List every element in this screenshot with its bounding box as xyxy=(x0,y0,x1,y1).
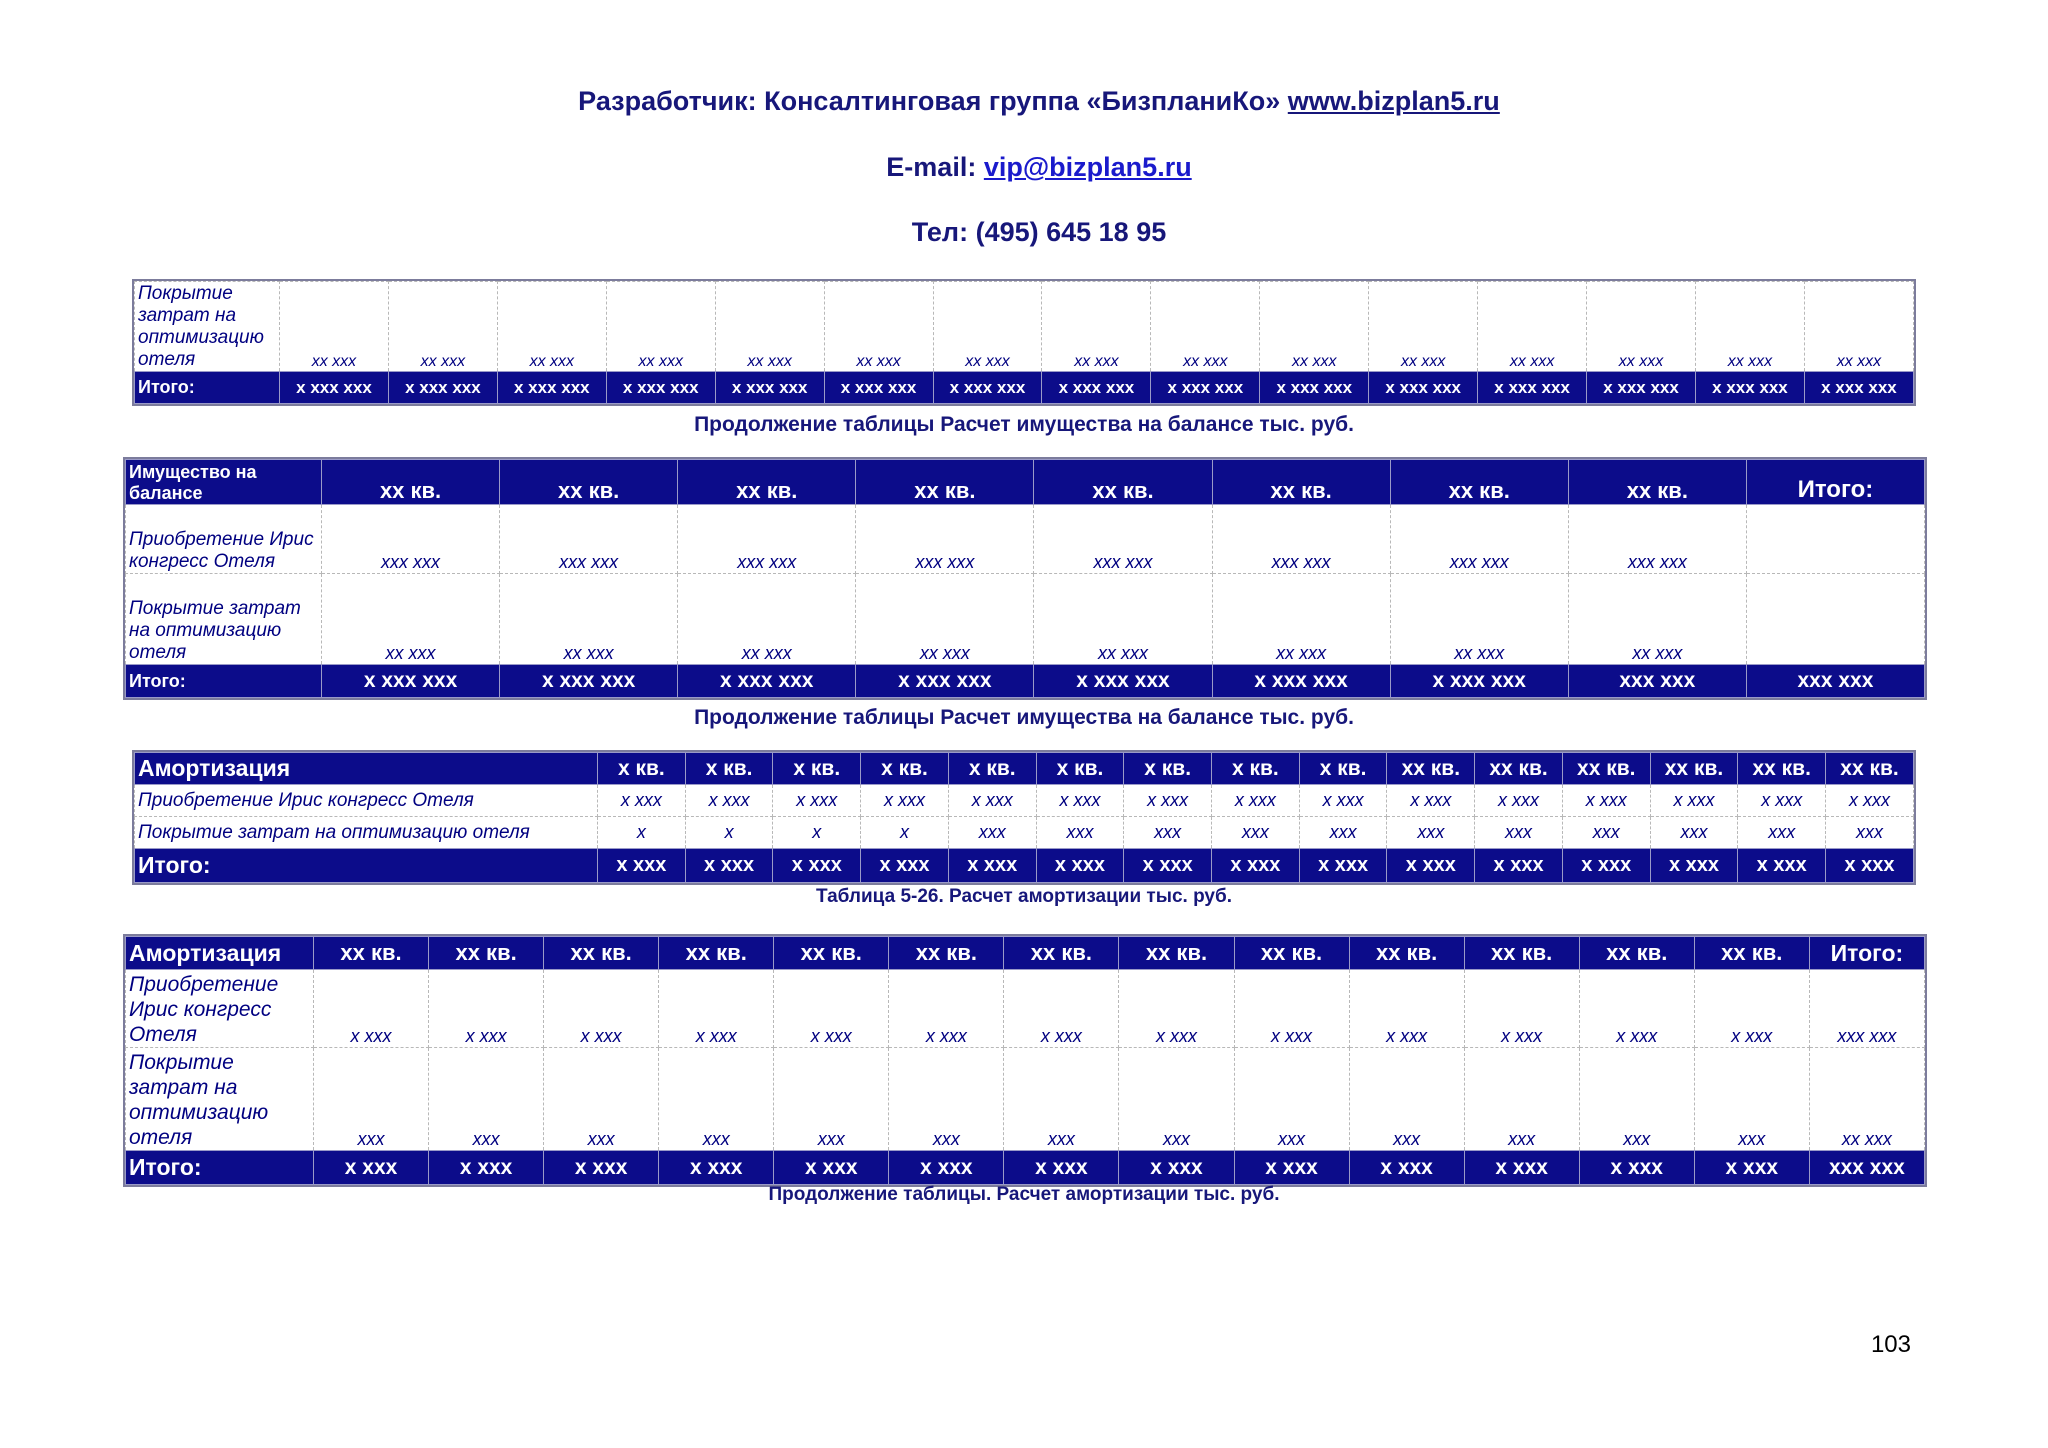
total-label: Итого: xyxy=(126,665,322,698)
value-cell: xxx xyxy=(1036,817,1124,849)
total-cell: x xxx xyxy=(1387,849,1475,883)
row-label: Покрытие затрат на оптимизацию отеля xyxy=(135,817,598,849)
table-row xyxy=(135,282,1914,372)
value-cell: xxx xxx xyxy=(856,505,1034,574)
column-header: xx кв. xyxy=(1694,937,1809,970)
total-cell: x xxx xxx xyxy=(1695,372,1804,404)
header-row xyxy=(126,460,1925,505)
total-cell: x xxx xyxy=(1464,1151,1579,1185)
row-label: Приобретение Ирис конгресс Отеля xyxy=(126,505,322,574)
column-header: xx кв. xyxy=(1387,753,1475,785)
value-cell: xxx xyxy=(1738,817,1826,849)
value-cell: xx xxx xyxy=(1260,282,1369,372)
row-label: Приобретение Ирис конгресс Отеля xyxy=(126,970,314,1048)
value-cell: x xxx xyxy=(1475,785,1563,817)
value-cell: x xxx xyxy=(1738,785,1826,817)
value-cell: xxx xxx xyxy=(1568,505,1746,574)
column-header: Итого: xyxy=(1809,937,1924,970)
value-cell: xxx xyxy=(1004,1048,1119,1151)
total-cell: x xxx xyxy=(1119,1151,1234,1185)
total-cell: x xxx xyxy=(1036,849,1124,883)
value-cell: xx xxx xyxy=(856,574,1034,665)
row-label: Покрытие затрат на оптимизацию отеля xyxy=(135,282,280,372)
table-row xyxy=(126,505,1925,574)
value-cell: x xxx xyxy=(1349,970,1464,1048)
value-cell: x xxx xyxy=(1562,785,1650,817)
website-link[interactable]: www.bizplan5.ru xyxy=(1287,86,1500,116)
value-cell: xx xxx xyxy=(1369,282,1478,372)
value-cell: x xxx xyxy=(1299,785,1387,817)
value-cell: xxx xyxy=(659,1048,774,1151)
total-cell: x xxx xyxy=(598,849,686,883)
value-cell: x xxx xyxy=(314,970,429,1048)
total-cell: x xxx xxx xyxy=(824,372,933,404)
row-label: Покрытие затрат на оптимизацию отеля xyxy=(126,574,322,665)
table-row xyxy=(126,574,1925,665)
value-cell: xx xxx xyxy=(500,574,678,665)
column-header: xx кв. xyxy=(889,937,1004,970)
value-cell: xxx xxx xyxy=(1809,970,1924,1048)
value-cell: x xxx xyxy=(948,785,1036,817)
value-cell: xxx xyxy=(314,1048,429,1151)
value-cell: xxx xyxy=(948,817,1036,849)
total-cell: x xxx xxx xyxy=(1478,372,1587,404)
header-label: Амортизация xyxy=(126,937,314,970)
total-cell: x xxx xxx xyxy=(715,372,824,404)
value-cell: xxx xyxy=(544,1048,659,1151)
value-cell: x xxx xyxy=(598,785,686,817)
column-header: xx кв. xyxy=(1464,937,1579,970)
value-cell xyxy=(1746,574,1924,665)
total-cell: x xxx xyxy=(1234,1151,1349,1185)
total-cell: x xxx xyxy=(861,849,949,883)
column-header: x кв. xyxy=(773,753,861,785)
total-cell: x xxx xxx xyxy=(933,372,1042,404)
row-label: Покрытие затрат на оптимизацию отеля xyxy=(126,1048,314,1151)
value-cell: xxx xyxy=(1124,817,1212,849)
table-row xyxy=(126,1048,1925,1151)
value-cell: xx xxx xyxy=(1809,1048,1924,1151)
value-cell: xx xxx xyxy=(1034,574,1212,665)
value-cell: xxx xyxy=(1349,1048,1464,1151)
total-cell: x xxx xxx xyxy=(1260,372,1369,404)
total-cell: x xxx xyxy=(1299,849,1387,883)
total-cell: x xxx xyxy=(544,1151,659,1185)
total-cell: x xxx xyxy=(1738,849,1826,883)
property-balance-table-continued-2 xyxy=(125,459,1925,698)
header-label: Имущество на балансе xyxy=(126,460,322,505)
total-cell: x xxx xxx xyxy=(1369,372,1478,404)
total-row xyxy=(126,665,1925,698)
value-cell: xxx xyxy=(1562,817,1650,849)
column-header: xx кв. xyxy=(774,937,889,970)
email-link[interactable]: vip@bizplan5.ru xyxy=(983,152,1192,182)
column-header: x кв. xyxy=(948,753,1036,785)
value-cell: xxx xyxy=(1387,817,1475,849)
value-cell: x xxx xyxy=(1826,785,1914,817)
value-cell: xxx xyxy=(1119,1048,1234,1151)
total-cell: x xxx xyxy=(1650,849,1738,883)
total-cell: x xxx xyxy=(773,849,861,883)
total-cell: x xxx xxx xyxy=(322,665,500,698)
developer-text: Разработчик: Консалтинговая группа «БизпланиКо» xyxy=(578,86,1281,116)
column-header: xx кв. xyxy=(1212,460,1390,505)
total-cell: x xxx xyxy=(1212,849,1300,883)
value-cell: xxx xyxy=(1694,1048,1809,1151)
value-cell: xx xxx xyxy=(1390,574,1568,665)
total-row xyxy=(126,1151,1925,1185)
total-label: Итого: xyxy=(126,1151,314,1185)
page-number: 103 xyxy=(1870,1331,1911,1358)
total-cell: x xxx xyxy=(685,849,773,883)
email-label: E-mail: xyxy=(886,152,977,182)
total-cell: x xxx xyxy=(948,849,1036,883)
total-cell: x xxx xxx xyxy=(1390,665,1568,698)
developer-line xyxy=(0,86,2048,117)
table-row xyxy=(135,785,1914,817)
total-label: Итого: xyxy=(135,372,280,404)
value-cell: x xxx xyxy=(1119,970,1234,1048)
column-header: Итого: xyxy=(1746,460,1924,505)
value-cell: x xyxy=(685,817,773,849)
column-header: x кв. xyxy=(685,753,773,785)
value-cell: xxx xyxy=(1212,817,1300,849)
value-cell: x xxx xyxy=(889,970,1004,1048)
value-cell: xx xxx xyxy=(678,574,856,665)
column-header: x кв. xyxy=(1299,753,1387,785)
column-header: xx кв. xyxy=(678,460,856,505)
value-cell: x xxx xyxy=(429,970,544,1048)
value-cell: x xyxy=(598,817,686,849)
column-header: xx кв. xyxy=(1562,753,1650,785)
value-cell: x xxx xyxy=(774,970,889,1048)
value-cell: x xxx xyxy=(1212,785,1300,817)
total-row xyxy=(135,849,1914,883)
column-header: xx кв. xyxy=(1650,753,1738,785)
value-cell: x xxx xyxy=(1387,785,1475,817)
value-cell: xxx xyxy=(1464,1048,1579,1151)
value-cell: xxx xyxy=(1299,817,1387,849)
column-header: x кв. xyxy=(598,753,686,785)
column-header: xx кв. xyxy=(314,937,429,970)
total-cell: x xxx xxx xyxy=(1042,372,1151,404)
total-cell: x xxx xyxy=(314,1151,429,1185)
table-caption: Продолжение таблицы. Расчет амортизации тыс. руб. xyxy=(768,1184,1280,1205)
value-cell: xxx xyxy=(774,1048,889,1151)
value-cell: xxx xxx xyxy=(500,505,678,574)
value-cell: xx xxx xyxy=(933,282,1042,372)
total-cell: x xxx xyxy=(429,1151,544,1185)
total-cell: x xxx xxx xyxy=(1212,665,1390,698)
value-cell xyxy=(1746,505,1924,574)
column-header: xx кв. xyxy=(1119,937,1234,970)
total-cell: x xxx xyxy=(774,1151,889,1185)
value-cell: x xxx xyxy=(1004,970,1119,1048)
value-cell: x xxx xyxy=(685,785,773,817)
header-row xyxy=(126,937,1925,970)
value-cell: xxx xyxy=(1650,817,1738,849)
column-header: xx кв. xyxy=(1004,937,1119,970)
value-cell: x xxx xyxy=(773,785,861,817)
value-cell: xxx xyxy=(889,1048,1004,1151)
column-header: xx кв. xyxy=(1390,460,1568,505)
column-header: xx кв. xyxy=(1034,460,1212,505)
value-cell: xx xxx xyxy=(322,574,500,665)
property-balance-table-continued-1 xyxy=(134,281,1914,404)
total-cell: x xxx xxx xyxy=(1804,372,1913,404)
value-cell: xxx xyxy=(1234,1048,1349,1151)
value-cell: xxx xyxy=(1475,817,1563,849)
value-cell: x xxx xyxy=(861,785,949,817)
value-cell: x xxx xyxy=(1650,785,1738,817)
column-header: xx кв. xyxy=(322,460,500,505)
total-cell: x xxx xxx xyxy=(497,372,606,404)
value-cell: xx xxx xyxy=(1478,282,1587,372)
total-cell: xxx xxx xyxy=(1809,1151,1924,1185)
value-cell: x xxx xyxy=(1234,970,1349,1048)
column-header: x кв. xyxy=(1036,753,1124,785)
column-header: xx кв. xyxy=(1738,753,1826,785)
value-cell: xx xxx xyxy=(388,282,497,372)
value-cell: xxx xxx xyxy=(1034,505,1212,574)
value-cell: xxx xxx xyxy=(1390,505,1568,574)
total-label: Итого: xyxy=(135,849,598,883)
value-cell: x xxx xyxy=(544,970,659,1048)
value-cell: x xxx xyxy=(1579,970,1694,1048)
total-cell: x xxx xyxy=(1475,849,1563,883)
value-cell: x xxx xyxy=(1464,970,1579,1048)
column-header: x кв. xyxy=(1124,753,1212,785)
table-row xyxy=(135,817,1914,849)
total-cell: x xxx xyxy=(1349,1151,1464,1185)
value-cell: xx xxx xyxy=(1151,282,1260,372)
column-header: xx кв. xyxy=(856,460,1034,505)
value-cell: x xyxy=(773,817,861,849)
total-cell: x xxx xxx xyxy=(1034,665,1212,698)
email-line xyxy=(0,152,2048,183)
table-caption: Продолжение таблицы Расчет имущества на балансе тыс. руб. xyxy=(694,413,1354,436)
column-header: xx кв. xyxy=(1475,753,1563,785)
column-header: x кв. xyxy=(861,753,949,785)
column-header: xx кв. xyxy=(1568,460,1746,505)
value-cell: xxx xxx xyxy=(678,505,856,574)
column-header: xx кв. xyxy=(1349,937,1464,970)
header-label: Амортизация xyxy=(135,753,598,785)
value-cell: xx xxx xyxy=(1587,282,1696,372)
total-cell: x xxx xyxy=(889,1151,1004,1185)
total-cell: x xxx xyxy=(1004,1151,1119,1185)
value-cell: x xxx xyxy=(659,970,774,1048)
depreciation-table-5-26 xyxy=(134,752,1914,883)
value-cell: xx xxx xyxy=(497,282,606,372)
value-cell: xxx xxx xyxy=(322,505,500,574)
table-row xyxy=(126,970,1925,1048)
total-cell: x xxx xxx xyxy=(1151,372,1260,404)
value-cell: xxx xyxy=(1826,817,1914,849)
value-cell: xx xxx xyxy=(1042,282,1151,372)
column-header: xx кв. xyxy=(429,937,544,970)
total-cell: xxx xxx xyxy=(1746,665,1924,698)
value-cell: xxx xyxy=(429,1048,544,1151)
value-cell: x xyxy=(861,817,949,849)
column-header: x кв. xyxy=(1212,753,1300,785)
total-cell: x xxx xxx xyxy=(606,372,715,404)
total-row xyxy=(135,372,1914,404)
value-cell: x xxx xyxy=(1694,970,1809,1048)
header-row xyxy=(135,753,1914,785)
table-caption: Продолжение таблицы Расчет имущества на балансе тыс. руб. xyxy=(694,706,1354,729)
value-cell: xx xxx xyxy=(280,282,389,372)
value-cell: xx xxx xyxy=(1804,282,1913,372)
column-header: xx кв. xyxy=(500,460,678,505)
value-cell: xx xxx xyxy=(715,282,824,372)
value-cell: xx xxx xyxy=(1212,574,1390,665)
total-cell: x xxx xyxy=(1694,1151,1809,1185)
total-cell: x xxx xyxy=(1562,849,1650,883)
row-label: Приобретение Ирис конгресс Отеля xyxy=(135,785,598,817)
column-header: xx кв. xyxy=(659,937,774,970)
value-cell: x xxx xyxy=(1036,785,1124,817)
column-header: xx кв. xyxy=(544,937,659,970)
value-cell: xx xxx xyxy=(824,282,933,372)
value-cell: xx xxx xyxy=(1568,574,1746,665)
total-cell: x xxx xyxy=(1826,849,1914,883)
column-header: xx кв. xyxy=(1579,937,1694,970)
value-cell: xx xxx xyxy=(606,282,715,372)
total-cell: x xxx xyxy=(659,1151,774,1185)
value-cell: xx xxx xyxy=(1695,282,1804,372)
phone-line: Тел: (495) 645 18 95 xyxy=(911,217,1167,247)
column-header: xx кв. xyxy=(1234,937,1349,970)
value-cell: xxx xyxy=(1579,1048,1694,1151)
value-cell: x xxx xyxy=(1124,785,1212,817)
total-cell: x xxx xxx xyxy=(388,372,497,404)
total-cell: x xxx xyxy=(1124,849,1212,883)
total-cell: xxx xxx xyxy=(1568,665,1746,698)
total-cell: x xxx xyxy=(1579,1151,1694,1185)
table-caption: Таблица 5-26. Расчет амортизации тыс. руб. xyxy=(815,886,1233,907)
value-cell: xxx xxx xyxy=(1212,505,1390,574)
total-cell: x xxx xxx xyxy=(1587,372,1696,404)
column-header: xx кв. xyxy=(1826,753,1914,785)
total-cell: x xxx xxx xyxy=(280,372,389,404)
total-cell: x xxx xxx xyxy=(500,665,678,698)
total-cell: x xxx xxx xyxy=(678,665,856,698)
total-cell: x xxx xxx xyxy=(856,665,1034,698)
depreciation-table-continued xyxy=(125,936,1925,1185)
